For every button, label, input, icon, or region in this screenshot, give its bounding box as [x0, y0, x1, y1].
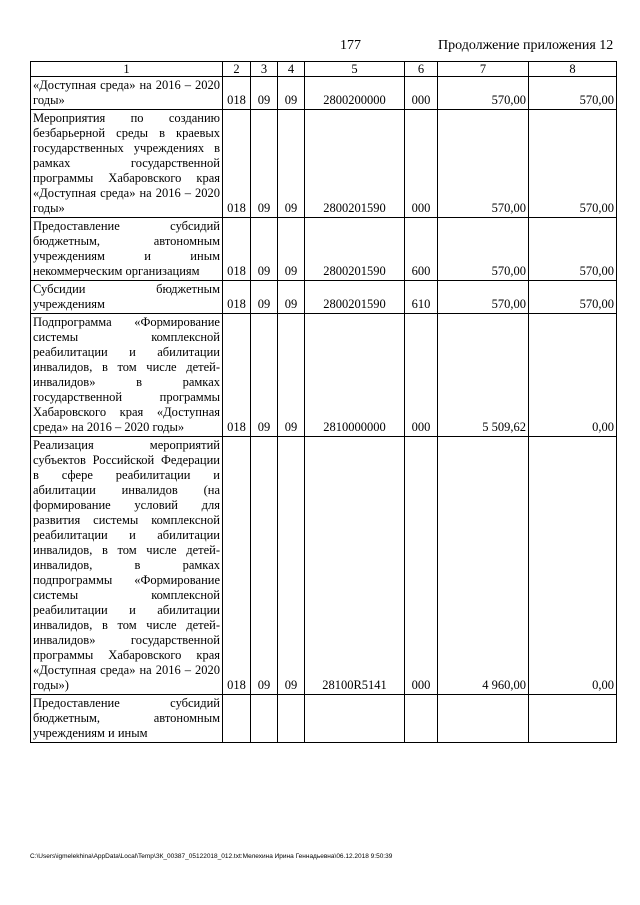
row-description: Предоставление субсидий бюджетным, автономным учреждениям и иным — [31, 695, 223, 743]
cell-expense-type: 000 — [405, 77, 438, 110]
col-header: 1 — [31, 62, 223, 77]
cell-section: 09 — [251, 281, 278, 314]
cell-ministry: 018 — [223, 77, 251, 110]
header-row — [31, 62, 617, 77]
col-header: 4 — [278, 62, 305, 77]
cell-amount: 570,00 — [438, 77, 529, 110]
cell-amount-federal: 570,00 — [529, 281, 617, 314]
cell-amount: 4 960,00 — [438, 437, 529, 695]
row-description: «Доступная среда» на 2016 – 2020 годы» — [31, 77, 223, 110]
cell-amount-federal: 570,00 — [529, 77, 617, 110]
cell-section: 09 — [251, 110, 278, 218]
cell-target-code: 2810000000 — [305, 314, 405, 437]
row-description: Предоставление субсидий бюджетным, автономным учреждениям и иным некоммерческим организациям — [31, 218, 223, 281]
cell-section: 09 — [251, 437, 278, 695]
cell-amount: 5 509,62 — [438, 314, 529, 437]
table-row — [31, 77, 617, 110]
cell-amount: 570,00 — [438, 218, 529, 281]
cell-target-code: 2800200000 — [305, 77, 405, 110]
cell-expense-type: 600 — [405, 218, 438, 281]
cell-amount-federal — [529, 695, 617, 743]
col-header: 3 — [251, 62, 278, 77]
cell-expense-type: 000 — [405, 437, 438, 695]
cell-target-code: 28100R5141 — [305, 437, 405, 695]
cell-ministry: 018 — [223, 218, 251, 281]
table-row — [31, 281, 617, 314]
table-row — [31, 437, 617, 695]
budget-table — [30, 61, 617, 743]
table-row — [31, 218, 617, 281]
cell-target-code — [305, 695, 405, 743]
cell-ministry: 018 — [223, 281, 251, 314]
cell-amount — [438, 695, 529, 743]
row-description: Реализация мероприятий субъектов Российской Федерации в сфере реабилитации и абилитации инвалидов (на формирование условий для развития системы комплексной реабилитации и абилитации инвалидов, в том числе детей-инвалидов, в рамках подпрограммы «Формирование системы комплексной реабилитации и абилитации инвалидов, в том числе детей-инвалидов» государственной программы Хабаровского края «Доступная среда» на 2016 – 2020 годы») — [31, 437, 223, 695]
cell-subsection — [278, 695, 305, 743]
table-row — [31, 695, 617, 743]
col-header: 5 — [305, 62, 405, 77]
cell-subsection: 09 — [278, 110, 305, 218]
col-header: 8 — [529, 62, 617, 77]
cell-amount: 570,00 — [438, 281, 529, 314]
cell-section — [251, 695, 278, 743]
cell-target-code: 2800201590 — [305, 218, 405, 281]
cell-subsection: 09 — [278, 218, 305, 281]
cell-subsection: 09 — [278, 77, 305, 110]
cell-amount: 570,00 — [438, 110, 529, 218]
cell-ministry: 018 — [223, 437, 251, 695]
cell-section: 09 — [251, 77, 278, 110]
col-header: 6 — [405, 62, 438, 77]
col-header: 7 — [438, 62, 529, 77]
continuation-label: Продолжение приложения 12 — [438, 38, 614, 53]
table-row — [31, 110, 617, 218]
cell-expense-type — [405, 695, 438, 743]
cell-target-code: 2800201590 — [305, 281, 405, 314]
row-description: Мероприятия по созданию безбарьерной среды в краевых государственных учреждениях в рамках государственной программы Хабаровского края «Доступная среда» на 2016 – 2020 годы» — [31, 110, 223, 218]
cell-subsection: 09 — [278, 281, 305, 314]
page-number: 177 — [340, 38, 361, 53]
cell-expense-type: 610 — [405, 281, 438, 314]
cell-expense-type: 000 — [405, 110, 438, 218]
col-header: 2 — [223, 62, 251, 77]
cell-ministry: 018 — [223, 110, 251, 218]
file-path-footer: C:\Users\igmelekhina\AppData\Local\Temp\ЗК_00387_05122018_012.txt:Мелехина Ирина Геннадьевна\06.12.2018 9:50:39 — [30, 853, 393, 860]
table-row — [31, 314, 617, 437]
cell-target-code: 2800201590 — [305, 110, 405, 218]
cell-ministry — [223, 695, 251, 743]
cell-expense-type: 000 — [405, 314, 438, 437]
cell-amount-federal: 570,00 — [529, 218, 617, 281]
row-description: Субсидии бюджетным учреждениям — [31, 281, 223, 314]
row-description: Подпрограмма «Формирование системы комплексной реабилитации и абилитации инвалидов, в том числе детей-инвалидов» в рамках государственной программы Хабаровского края «Доступная среда» на 2016 – 2020 годы» — [31, 314, 223, 437]
cell-subsection: 09 — [278, 314, 305, 437]
cell-amount-federal: 0,00 — [529, 314, 617, 437]
cell-ministry: 018 — [223, 314, 251, 437]
cell-amount-federal: 0,00 — [529, 437, 617, 695]
cell-amount-federal: 570,00 — [529, 110, 617, 218]
cell-section: 09 — [251, 218, 278, 281]
cell-subsection: 09 — [278, 437, 305, 695]
cell-section: 09 — [251, 314, 278, 437]
